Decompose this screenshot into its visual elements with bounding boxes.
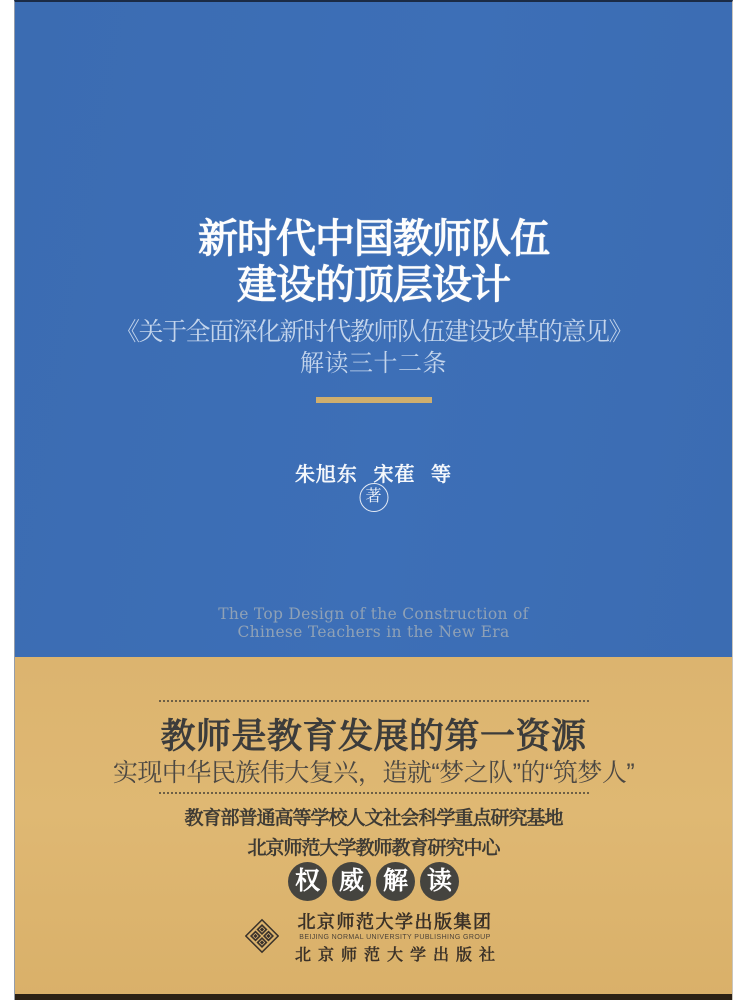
badge-circle-3: 解 (376, 862, 415, 901)
book-subtitle (15, 317, 732, 379)
badge-circle-1: 权 (288, 862, 327, 901)
book-subtitle-line-2: 解读三十二条 (300, 350, 447, 377)
bottom-edge-band (15, 994, 732, 1000)
book-title (15, 216, 732, 308)
gold-divider-bar (316, 397, 432, 403)
cover-blue-section (15, 2, 732, 657)
author-role-badge: 著 (359, 483, 388, 512)
english-title-line-2: Chinese Teachers in the New Era (237, 623, 510, 641)
authority-badges (15, 862, 732, 901)
org-line-research-base: 教育部普通高等学校人文社会科学重点研究基地 (184, 808, 563, 829)
english-title-line-1: The Top Design of the Construction of (218, 605, 529, 623)
book-cover (14, 0, 733, 1000)
banner-subheadline: 实现中华民族伟大复兴，造就“梦之队”的“筑梦人” (112, 759, 635, 787)
book-subtitle-line-1: 《关于全面深化新时代教师队伍建设改革的意见》 (114, 318, 632, 346)
publisher-press-name: 北京师范大学出版社 (294, 945, 502, 964)
dotted-divider-bottom (159, 792, 589, 794)
english-title (15, 605, 732, 641)
org-line-research-center: 北京师范大学教师教育研究中心 (247, 838, 500, 859)
badge-circle-2: 威 (332, 862, 371, 901)
dotted-divider-top (159, 700, 589, 702)
authors-line: 朱旭东 宋萑 等 (294, 464, 453, 486)
bnu-press-seal-logo-icon (245, 918, 279, 959)
publisher-text (288, 912, 502, 965)
badge-circle-4: 读 (420, 862, 459, 901)
publisher-group-name-en: BEIJING NORMAL UNIVERSITY PUBLISHING GROUP (299, 934, 491, 941)
banner-headline: 教师是教育发展的第一资源 (160, 717, 587, 756)
book-title-line-2: 建设的顶层设计 (237, 263, 510, 307)
book-title-line-1: 新时代中国教师队伍 (198, 217, 549, 261)
publisher-group-name: 北京师范大学出版集团 (297, 912, 493, 932)
publisher-block (15, 912, 732, 965)
